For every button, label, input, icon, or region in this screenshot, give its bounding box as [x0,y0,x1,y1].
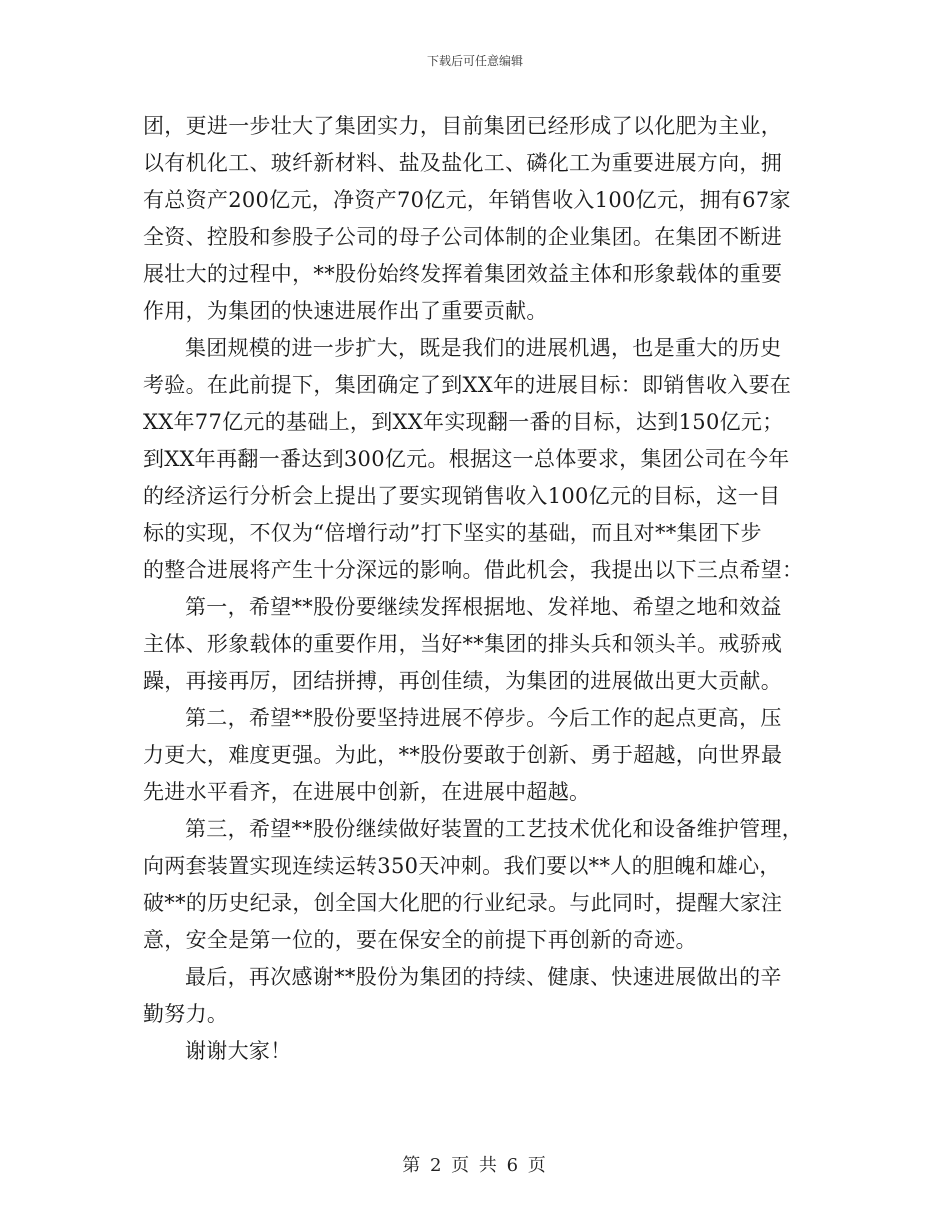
text-line: 第三，希望**股份继续做好装置的工艺技术优化和设备维护管理， [185,817,803,841]
text-line: 以有机化工、玻纤新材料、盐及盐化工、磷化工为重要进展方向，拥 [143,151,782,175]
paragraph-7 [143,1033,813,1070]
text-line: 集团规模的进一步扩大，既是我们的进展机遇，也是重大的历史 [185,336,782,360]
paragraph-6 [143,959,813,1033]
text-line: 的整合进展将产生十分深远的影响。借此机会，我提出以下三点希望： [143,558,804,582]
text-line: 先进水平看齐，在进展中创新，在进展中超越。 [143,780,591,804]
paragraph-1 [143,108,813,330]
text-line: 的经济运行分析会上提出了要实现销售收入100亿元的目标，这一目 [143,484,781,508]
text-line: 考验。在此前提下，集团确定了到XX年的进展目标：即销售收入要在 [143,373,792,397]
text-line: 团，更进一步壮大了集团实力，目前集团已经形成了以化肥为主业， [143,114,782,138]
paragraph-4 [143,700,813,811]
text-line: 力更大，难度更强。为此，**股份要敢于创新、勇于超越，向世界最 [143,743,783,767]
text-line: 第一，希望**股份要继续发挥根据地、发祥地、希望之地和效益 [185,595,782,619]
text-line: 勤努力。 [143,1002,229,1026]
text-line: 作用，为集团的快速进展作出了重要贡献。 [143,299,548,323]
text-line: 主体、形象载体的重要作用，当好**集团的排头兵和领头羊。戒骄戒 [143,632,783,656]
document-body [143,108,813,1070]
text-line: 有总资产200亿元，净资产70亿元，年销售收入100亿元，拥有67家 [143,188,791,212]
paragraph-5 [143,811,813,959]
text-line: 谢谢大家！ [185,1039,292,1063]
text-line: 到XX年再翻一番达到300亿元。根据这一总体要求，集团公司在今年 [143,447,790,471]
text-line: XX年77亿元的基础上，到XX年实现翻一番的目标，达到150亿元； [143,410,784,434]
paragraph-2 [143,330,813,589]
text-line: 展壮大的过程中，**股份始终发挥着集团效益主体和形象载体的重要 [143,262,783,286]
text-line: 意，安全是第一位的，要在保安全的前提下再创新的奇迹。 [143,928,697,952]
page-header-note: 下载后可任意编辑 [426,54,523,68]
text-line: 第二，希望**股份要坚持进展不停步。今后工作的起点更高，压 [185,706,782,730]
text-line: 破**的历史纪录，创全国大化肥的行业纪录。与此同时，提醒大家注 [143,891,783,915]
text-line: 全资、控股和参股子公司的母子公司体制的企业集团。在集团不断进 [143,225,782,249]
paragraph-3 [143,589,813,700]
page-number: 第 2 页 共 6 页 [402,1155,548,1176]
text-line: 躁，再接再厉，团结拼搏，再创佳绩，为集团的进展做出更大贡献。 [143,669,782,693]
text-line: 标的实现，不仅为“倍增行动”打下坚实的基础，而且对**集团下步 [143,521,762,545]
text-line: 最后，再次感谢**股份为集团的持续、健康、快速进展做出的辛 [185,965,782,989]
text-line: 向两套装置实现连续运转350天冲刺。我们要以**人的胆魄和雄心， [143,854,781,878]
